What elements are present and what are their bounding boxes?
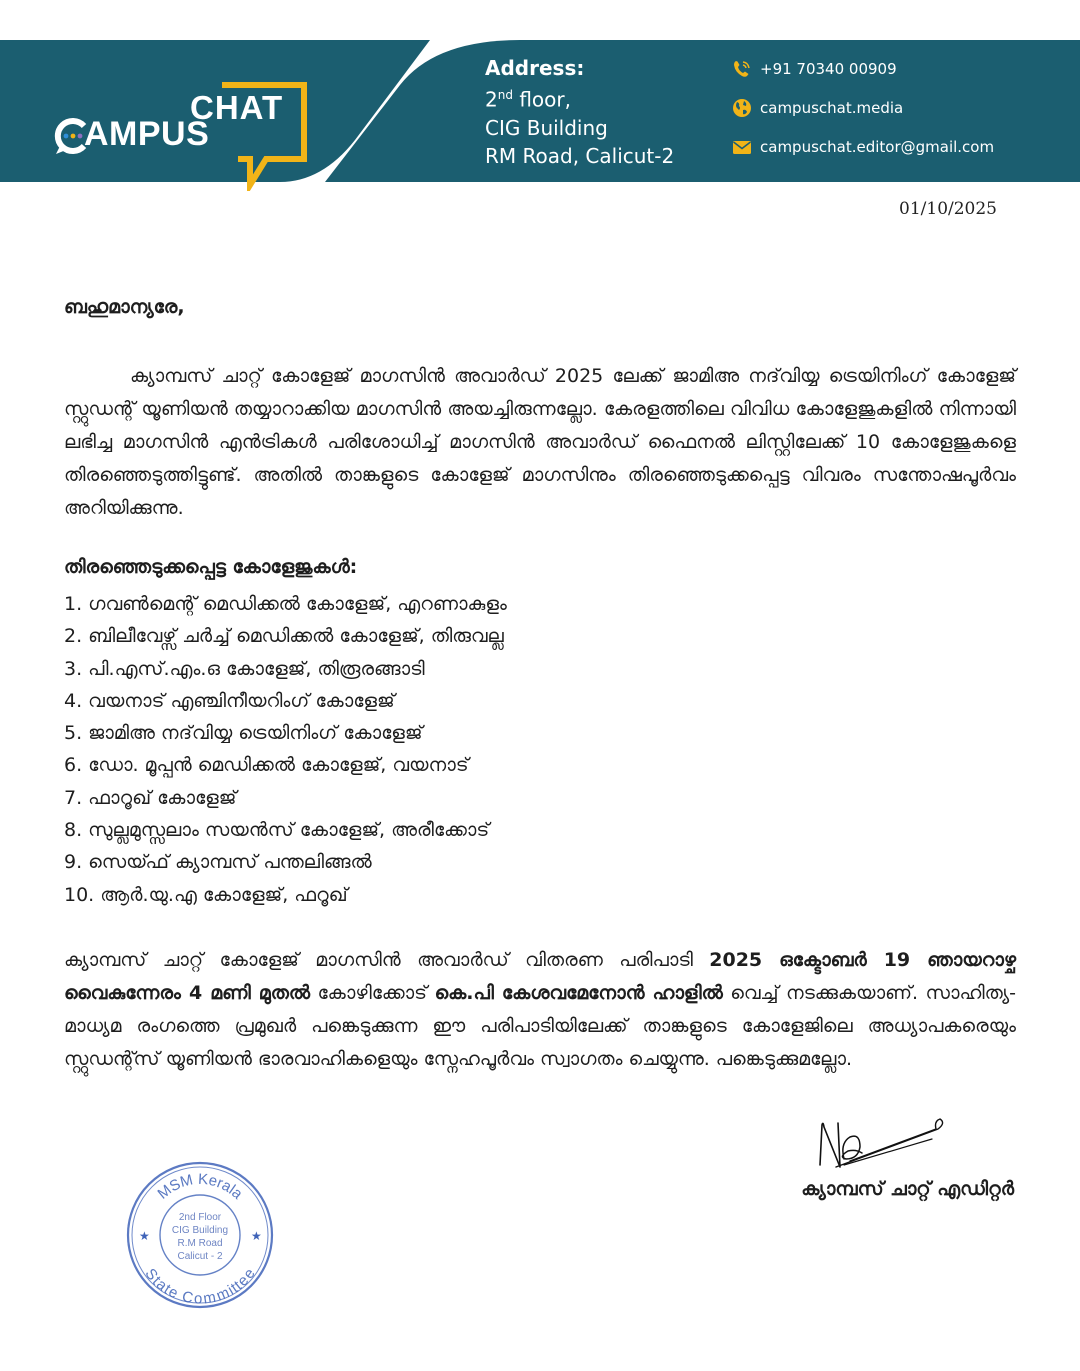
seal-center-line: 2nd Floor (178, 1212, 222, 1223)
seal-star-right-icon: ★ (251, 1229, 262, 1243)
phone-icon (732, 59, 752, 79)
address-title: Address: (485, 56, 585, 80)
event-text-1: ക്യാമ്പസ് ചാറ്റ് കോളേജ് മാഗസിൻ അവാർഡ് വിതരണ പരിപാടി (64, 949, 710, 971)
editor-signature (810, 1115, 950, 1175)
college-item: 4. വയനാട് എഞ്ചിനീയറിംഗ് കോളേജ് (64, 689, 395, 712)
campus-chat-logo (52, 85, 312, 195)
floor-rest: floor, (512, 87, 571, 112)
seal-star-left-icon: ★ (139, 1229, 150, 1243)
salutation: ബഹുമാന്യരേ, (64, 296, 185, 318)
logo-word-campus-text: AMPUS (84, 115, 210, 153)
contact-website[interactable] (732, 98, 994, 118)
floor-suffix: nd (497, 88, 513, 102)
globe-icon (732, 98, 752, 118)
mail-icon (732, 137, 752, 157)
letter-date: 01/10/2025 (899, 199, 997, 219)
college-item: 5. ജാമിഅ നദ്‌വിയ്യ ട്രെയിനിംഗ് കോളേജ് (64, 722, 423, 745)
college-item: 10. ആർ.യു.എ കോളേജ്, ഫറൂഖ് (64, 883, 348, 906)
college-item: 7. ഫാറൂഖ് കോളേജ് (64, 786, 237, 809)
letterhead-header (0, 40, 1080, 182)
college-item: 3. പി.എസ്.എം.ഒ കോളേജ്, തിരൂരങ്ങാടി (64, 657, 425, 680)
address-line-road: RM Road, Calicut-2 (485, 143, 675, 168)
seal-top-text: MSM Kerala (154, 1170, 246, 1203)
logo-word-chat: CHAT (190, 89, 284, 126)
address-line-building: CIG Building (485, 115, 608, 140)
paragraph-intro: ക്യാമ്പസ് ചാറ്റ് കോളേജ് മാഗസിൻ അവാർഡ് 2025 ലേക്ക് ജാമിഅ നദ്‌വിയ്യ ട്രെയിനിംഗ് കോളേജ് സ്റ്റുഡന്റ് യൂണിയൻ തയ്യാറാക്കിയ മാഗസിൻ അയച്ചിരുന്നല്ലോ. കേരളത്തിലെ വിവിധ കോളേജുകളിൽ നിന്നായി ലഭിച്ച മാഗസിൻ എൻട്രികൾ പരിശോധിച്ച് മാഗസിൻ അവാർഡ് ഫൈനൽ ലിസ്റ്റിലേക്ക് 10 കോളേജുകളെ തിരഞ്ഞെടുത്തിട്ടുണ്ട്. അതിൽ താങ്കളുടെ കോളേജ് മാഗസിനും തിരഞ്ഞെടുക്കപ്പെട്ട വിവരം സന്തോഷപൂർവം അറിയിക്കുന്നു. (64, 365, 1016, 519)
seal-center-line: Calicut - 2 (177, 1251, 223, 1262)
event-text-3: വെച്ച് നടക്കുകയാണ്. സാഹിത്യ-മാധ്യമ രംഗത്തെ പ്രമുഖർ പങ്കെടുക്കുന്ന ഈ പരിപാടിയിലേക്ക് താങ്കളുടെ കോളേജിലെ അധ്യാപകരെയും സ്റ്റുഡന്റ്സ് യൂണിയൻ ഭാരവാഹികളെയും സ്നേഹപൂർവം സ്വാഗതം ചെയ്യുന്നു. പങ്കെടുക്കുമല്ലോ. (64, 982, 1017, 1070)
address-block (485, 55, 674, 170)
paragraph-event (64, 944, 1016, 1076)
email: campuschat.editor@gmail.com (760, 138, 995, 156)
college-item: 8. സുല്ലമുസ്സലാം സയൻസ് കോളേജ്, അരീക്കോട് (64, 819, 490, 842)
contact-phone[interactable] (732, 59, 994, 79)
selected-colleges-heading: തിരഞ്ഞെടുക്കപ്പെട്ട കോളേജുകൾ: (64, 556, 358, 578)
address-line-floor (485, 81, 674, 114)
floor-number: 2 (485, 87, 498, 112)
contact-email[interactable] (732, 137, 994, 157)
phone-number: +91 70340 00909 (760, 60, 897, 78)
event-text-2: കോഴിക്കോട് (310, 982, 435, 1004)
event-venue: കെ.പി കേശവമേനോൻ ഹാളിൽ (434, 982, 723, 1004)
signatory-title: ക്യാമ്പസ് ചാറ്റ് എഡിറ്റർ (801, 1178, 1014, 1200)
college-item: 1. ഗവൺമെന്റ് മെഡിക്കൽ കോളേജ്, എറണാകുളം (64, 593, 507, 615)
logo-word-campus (52, 115, 209, 154)
contact-block (732, 59, 994, 176)
seal-bottom-text: State Committee (141, 1265, 259, 1308)
selected-colleges-list (64, 588, 507, 911)
website: campuschat.media (760, 99, 904, 117)
college-item: 2. ബിലീവേഴ്സ് ചർച്ച് മെഡിക്കൽ കോളേജ്, തിരുവല്ല (64, 625, 504, 648)
college-item: 6. ഡോ. മൂപ്പൻ മെഡിക്കൽ കോളേജ്, വയനാട് (64, 754, 469, 777)
seal-center-line: CIG Building (171, 1225, 229, 1236)
event-date-time: 2025 ഒക്ടോബർ 19 ഞായറാഴ്ച വൈകുന്നേരം 4 മണി മുതൽ (64, 949, 1016, 1004)
msm-kerala-seal (125, 1160, 275, 1310)
college-item: 9. സെയ്ഫ് ക്യാമ്പസ് പന്തലിങ്ങൽ (64, 851, 372, 874)
seal-center-line: R.M Road (177, 1238, 223, 1249)
